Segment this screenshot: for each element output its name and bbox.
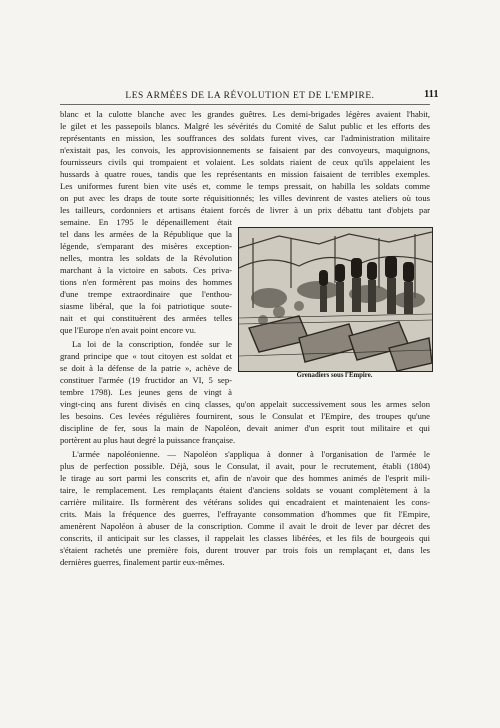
- paragraph-line: légende, s'emparant des misères exception-: [60, 241, 232, 251]
- header-rule: [60, 104, 430, 105]
- paragraph-line: amenèrent Napoléon à abuser de la conscription. Comme il avait le droit de lever par décret des: [60, 521, 430, 531]
- grenadiers-engraving: [239, 228, 432, 371]
- paragraph-line: grand principe que « tout citoyen est soldat et: [60, 351, 232, 361]
- paragraph-line: plus de perfection possible. Déjà, sous le Consulat, il avait, pour le recrutement, établi (1804): [60, 461, 430, 471]
- paragraph-line: tel dans les armées de la République que la: [60, 229, 232, 239]
- paragraph-line: on put avec les draps de toute sorte réquisitionnés; les villes devinrent de vastes ateliers où tous: [60, 193, 430, 203]
- paragraph-line: discipline de fer, sous la main de Napoléon, devait animer d'un esprit tout militaire et qui: [60, 423, 430, 433]
- paragraph-line: dernières guerres, finalement partir eux-mêmes.: [60, 557, 225, 567]
- paragraph-line: siasme libéral, que la foi patriotique soute-: [60, 301, 232, 311]
- paragraph-line: blanc et la culotte blanche avec les grandes guêtres. Les demi-brigades légères avaient l'habit,: [60, 109, 430, 119]
- paragraph-line: crits. Mais la fréquence des guerres, l'effrayante consommation d'hommes que fit l'Empire,: [60, 509, 430, 519]
- running-title: LES ARMÉES DE LA RÉVOLUTION ET DE L'EMPIRE.: [125, 91, 375, 101]
- paragraph-line: conscrits, il anticipait sur les classes, il rappelait les classes libérées, et les fils de bourgeois qui: [60, 533, 430, 543]
- engraving-figure: [238, 227, 433, 372]
- paragraph-line: constituer l'armée (19 fructidor an VI, 5 sep-: [60, 375, 232, 385]
- paragraph-line: nelles, montra les soldats de la Révolution: [60, 253, 232, 263]
- paragraph-line: tembre 1798). Les jeunes gens de vingt à: [60, 387, 232, 397]
- paragraph-line: hussards à quatre roues, tandis que les représentants en mission faisaient de terribles exemples.: [60, 169, 430, 179]
- paragraph-line: marchant à la victoire en sabots. Ces priva-: [60, 265, 232, 275]
- paragraph-line: vingt-cinq ans furent divisés en cinq classes, qu'on appelait successivement sous les armes selon: [60, 399, 430, 409]
- paragraph-line: se doit à la défense de la patrie », achève de: [60, 363, 232, 373]
- paragraph-line: portèrent au plus haut degré la puissance française.: [60, 435, 236, 445]
- page-number: 111: [424, 89, 439, 100]
- paragraph-line: les tailleurs, cordonniers et artisans étaient forcés de livrer à un prix débattu tant d'objets par: [60, 205, 430, 215]
- paragraph-line: tions n'en formèrent pas moins des hommes: [60, 277, 232, 287]
- paragraph-line: fournisseurs civils qui trompaient et volaient. Les soldats riaient de ceux qu'ils appelaient les: [60, 157, 430, 167]
- section-lead-line: L'armée napoléonienne. — Napoléon s'appliqua à donner à l'organisation de l'armée le: [72, 449, 430, 459]
- paragraph-line: les besoins. Ces levées régulières fournirent, sous le Consulat et l'Empire, des troupes qu'une: [60, 411, 430, 421]
- paragraph-line: s'étaient rachetés une première fois, durent trouver par trois fois un remplaçant et, dans les: [60, 545, 430, 555]
- paragraph-line: nait et qui constituèrent des armées telles: [60, 313, 232, 323]
- paragraph-line: Les uniformes furent bien vite usés et, comme le temps pressait, on habilla les soldats comme: [60, 181, 430, 191]
- paragraph-line: que l'Europe n'en avait point encore vu.: [60, 325, 197, 335]
- paragraph-line: le tirage au sort parmi les conscrits et, afin de n'avoir que des hommes animés de l'esprit mili-: [60, 473, 430, 483]
- paragraph-line: taire, le remplacement. Les remplaçants étaient d'anciens soldats se vouant complètement à la: [60, 485, 430, 495]
- paragraph-line: d'une trempe extraordinaire que l'enthou-: [60, 289, 232, 299]
- paragraph-line: La loi de la conscription, fondée sur le: [72, 339, 232, 349]
- figure-caption: Grenadiers sous l'Empire.: [296, 372, 373, 379]
- paragraph-line: semaine. En 1795 le dépenaillement était: [60, 217, 232, 227]
- paragraph-line: représentants en mission, les souffrances des soldats furent vives, car l'administration militaire: [60, 133, 430, 143]
- paragraph-line: n'existait pas, les convois, les approvisionnements se faisaient par des convoyeurs, maquignons,: [60, 145, 430, 155]
- paragraph-line: carrière militaire. Ils formèrent des vétérans solides qui encadraient et maintenaient les cons-: [60, 497, 430, 507]
- paragraph-line: le gilet et les passepoils blancs. Malgré les sévérités du Comité de Salut public et les efforts des: [60, 121, 430, 131]
